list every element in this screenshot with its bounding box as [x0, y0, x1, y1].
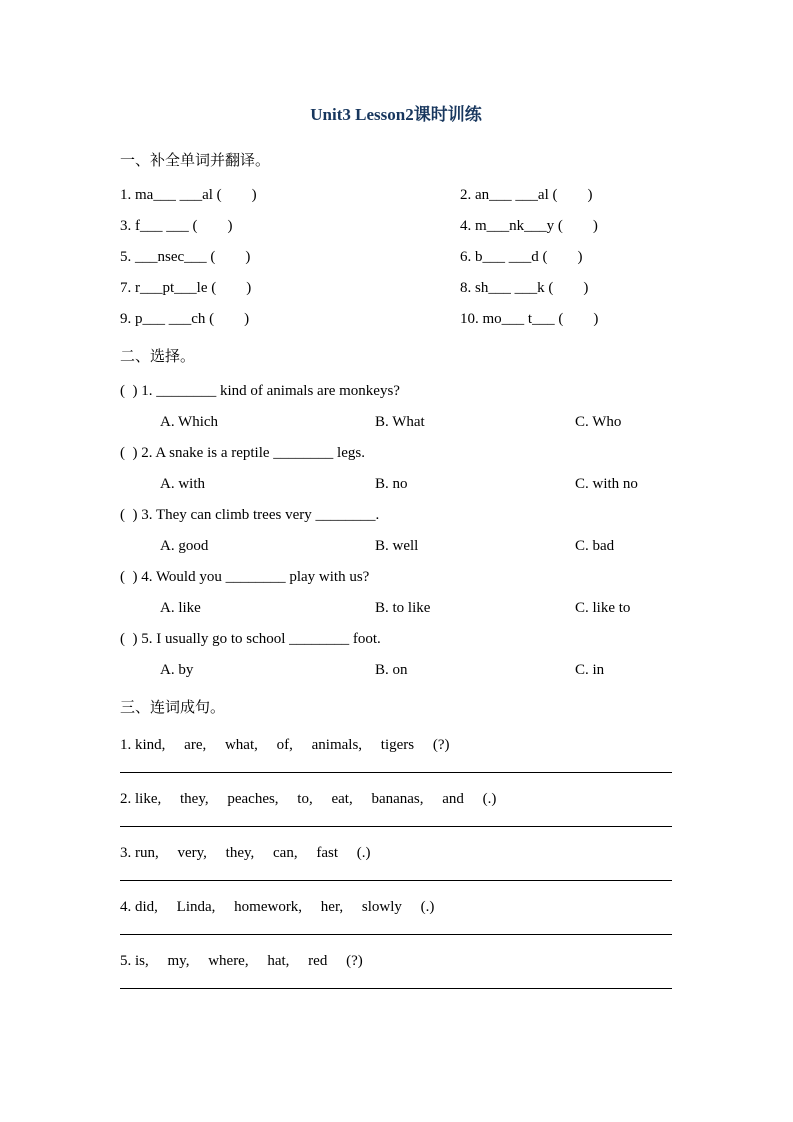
word-blank-item-6: 6. b___ ___d ( )	[460, 249, 583, 265]
question-options	[120, 469, 672, 500]
section3-heading: 三、连词成句。	[120, 700, 226, 716]
choice-question-4	[120, 562, 672, 624]
sentence-words: 2. like, they, peaches, to, eat, bananas, and (.)	[120, 791, 497, 807]
option-b: B. well	[375, 538, 419, 554]
option-b: B. no	[375, 476, 408, 492]
option-a: A. with	[160, 476, 205, 492]
answer-line	[120, 826, 672, 827]
option-b: B. What	[375, 414, 425, 430]
option-c: C. Who	[575, 414, 622, 430]
option-c: C. like to	[575, 600, 631, 616]
word-blank-item-10: 10. mo___ t___ ( )	[460, 311, 599, 327]
option-c: C. in	[575, 662, 605, 678]
question-text: ( ) 2. A snake is a reptile ________ legs.	[120, 445, 365, 461]
option-c: C. with no	[575, 476, 638, 492]
section2-heading: 二、选择。	[120, 349, 196, 365]
question-text: ( ) 1. ________ kind of animals are monkeys?	[120, 383, 400, 399]
sentence-words: 4. did, Linda, homework, her, slowly (.)	[120, 899, 435, 915]
rearrange-item-2	[120, 789, 672, 827]
rearrange-item-5	[120, 951, 672, 989]
word-blank-item-5: 5. ___nsec___ ( )	[120, 249, 251, 265]
question-text: ( ) 4. Would you ________ play with us?	[120, 569, 370, 585]
section1-heading: 一、补全单词并翻译。	[120, 153, 271, 169]
rearrange-item-1	[120, 735, 672, 773]
word-blank-item-7: 7. r___pt___le ( )	[120, 280, 252, 296]
question-text: ( ) 5. I usually go to school ________ foot.	[120, 631, 381, 647]
choice-question-2	[120, 438, 672, 500]
rearrange-item-3	[120, 843, 672, 881]
sentence-words: 5. is, my, where, hat, red (?)	[120, 953, 363, 969]
answer-line	[120, 772, 672, 773]
sentence-words: 1. kind, are, what, of, animals, tigers (?)	[120, 737, 450, 753]
option-a: A. good	[160, 538, 209, 554]
rearrange-item-4	[120, 897, 672, 935]
question-options	[120, 655, 672, 686]
word-blank-item-1: 1. ma___ ___al ( )	[120, 187, 257, 203]
page-title: Unit3 Lesson2课时训练	[310, 105, 482, 124]
choice-question-1	[120, 376, 672, 438]
word-blank-item-8: 8. sh___ ___k ( )	[460, 280, 589, 296]
question-text: ( ) 3. They can climb trees very ________.	[120, 507, 380, 523]
option-c: C. bad	[575, 538, 615, 554]
option-a: A. Which	[160, 414, 219, 430]
choice-question-5	[120, 624, 672, 686]
choice-question-3	[120, 500, 672, 562]
question-options	[120, 407, 672, 438]
word-blank-item-3: 3. f___ ___ ( )	[120, 218, 233, 234]
answer-line	[120, 988, 672, 989]
question-options	[120, 531, 672, 562]
word-fill-grid	[120, 180, 672, 335]
option-a: A. like	[160, 600, 201, 616]
option-a: A. by	[160, 662, 194, 678]
word-blank-item-4: 4. m___nk___y ( )	[460, 218, 598, 234]
word-blank-item-2: 2. an___ ___al ( )	[460, 187, 593, 203]
option-b: B. on	[375, 662, 408, 678]
answer-line	[120, 880, 672, 881]
word-blank-item-9: 9. p___ ___ch ( )	[120, 311, 250, 327]
question-options	[120, 593, 672, 624]
answer-line	[120, 934, 672, 935]
sentence-words: 3. run, very, they, can, fast (.)	[120, 845, 371, 861]
option-b: B. to like	[375, 600, 431, 616]
